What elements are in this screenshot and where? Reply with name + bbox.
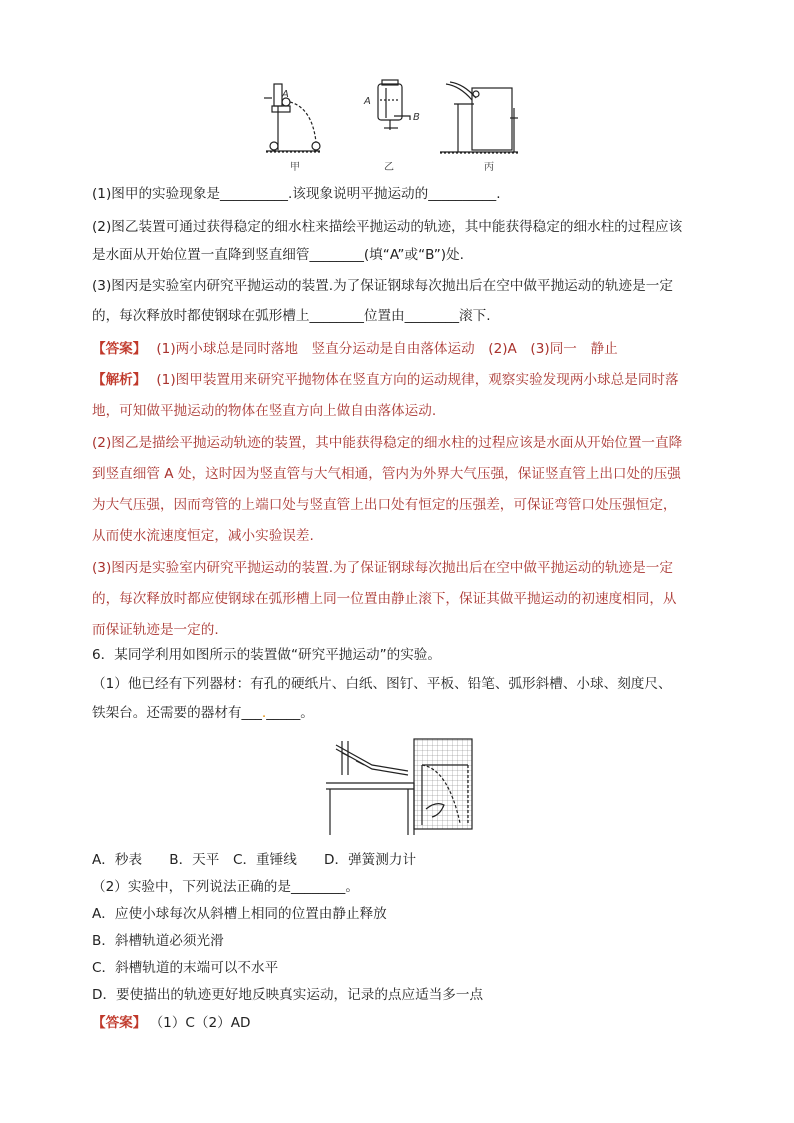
q6-part1-line1: （1）他已经有下列器材：有孔的硬纸片、白纸、图钉、平板、铅笔、弧形斜槽、小球、刻度尺、 [92, 676, 672, 692]
q6-answer [92, 1013, 251, 1033]
figure-letter-a: A [282, 89, 289, 100]
q6-option-d: D．要使描出的轨迹更好地反映真实运动，记录的点应适当多一点 [92, 987, 484, 1003]
q6-part1-line2-text: 铁架台。还需要的器材有___ [92, 705, 262, 721]
q6-answer-text: （1）C（2）AD [156, 1015, 251, 1031]
q5-analysis-2c: 为大气压强，因而弯管的上端口处与竖直管上出口处有恒定的压强差，可保证弯管口处压强恒定， [92, 497, 677, 513]
q5-part3-line2: 的，每次释放时都使钢球在弧形槽上________位置由________滚下. [92, 308, 491, 324]
q5-part1: (1)图甲的实验现象是__________.该现象说明平抛运动的__________. [92, 186, 501, 202]
q6-option-a: A．应使小球每次从斜槽上相同的位置由静止释放 [92, 906, 387, 922]
q6-part1-line2 [92, 703, 314, 723]
figure-letter-b: B [413, 112, 420, 123]
q5-analysis-3a: (3)图丙是实验室内研究平抛运动的装置.为了保证钢球每次抛出后在空中做平抛运动的轨迹是一定 [92, 560, 673, 576]
q5-analysis-2a: (2)图乙是描绘平抛运动轨迹的装置，其中能获得稳定的细水柱的过程应该是水面从开始位置一直降 [92, 435, 683, 451]
figure-label-yi: 乙 [384, 162, 394, 173]
q5-analysis-1b: 地，可知做平抛运动的物体在竖直方向上做自由落体运动. [92, 403, 437, 419]
q6-option-c: C．斜槽轨道的末端可以不水平 [92, 960, 279, 976]
q5-analysis-2d: 从而使水流速度恒定，减小实验误差. [92, 528, 314, 544]
q5-part3-line1: (3)图丙是实验室内研究平抛运动的装置.为了保证钢球每次抛出后在空中做平抛运动的轨迹是一定 [92, 278, 673, 294]
q6-stem: 6．某同学利用如图所示的装置做“研究平抛运动”的实验。 [92, 647, 441, 663]
q6-blank-dot: . [261, 705, 267, 721]
figure-yi [378, 80, 410, 130]
q5-analysis-3b: 的，每次释放时都应使钢球在弧形槽上同一位置由静止滚下，保证其做平抛运动的初速度相同，从 [92, 591, 677, 607]
q5-analysis-1a: (1)图甲装置用来研究平抛物体在竖直方向的运动规律，观察实验发现两小球总是同时落 [156, 372, 679, 388]
q6-options-part1: A．秒表 B．天平 C．重锤线 D．弹簧测力计 [92, 852, 417, 868]
q6-part1-line2-end: _____。 [266, 705, 314, 721]
q6-option-b: B．斜槽轨道必须光滑 [92, 933, 224, 949]
q5-analysis-line1 [92, 370, 679, 390]
figure-label-jia: 甲 [290, 162, 300, 173]
analysis-tag: 【解析】 [92, 372, 147, 388]
q5-part2-line2: 是水面从开始位置一直降到竖直细管________(填“A”或“B”)处. [92, 247, 464, 263]
figure-apparatus-q6 [322, 735, 478, 837]
q5-part2-line1: (2)图乙装置可通过获得稳定的细水柱来描绘平抛运动的轨迹，其中能获得稳定的细水柱的过程应该 [92, 219, 683, 235]
figure-label-bing: 丙 [484, 162, 494, 173]
q5-answer-text: (1)两小球总是同时落地 竖直分运动是自由落体运动 (2)A (3)同一 静止 [156, 341, 618, 357]
q6-answer-tag: 【答案】 [92, 1015, 147, 1031]
q5-analysis-3c: 而保证轨迹是一定的. [92, 622, 219, 638]
figure-jia [264, 84, 320, 152]
q5-answer [92, 339, 618, 359]
figure-bing [440, 82, 518, 153]
figure-letter-a2: A [364, 96, 371, 107]
q5-analysis-2b: 到竖直细管 A 处，这时因为竖直管与大气相通，管内为外界大气压强，保证竖直管上出口处的压强 [92, 466, 681, 482]
answer-tag: 【答案】 [92, 341, 147, 357]
q6-part2-stem: （2）实验中，下列说法正确的是________。 [92, 879, 359, 895]
